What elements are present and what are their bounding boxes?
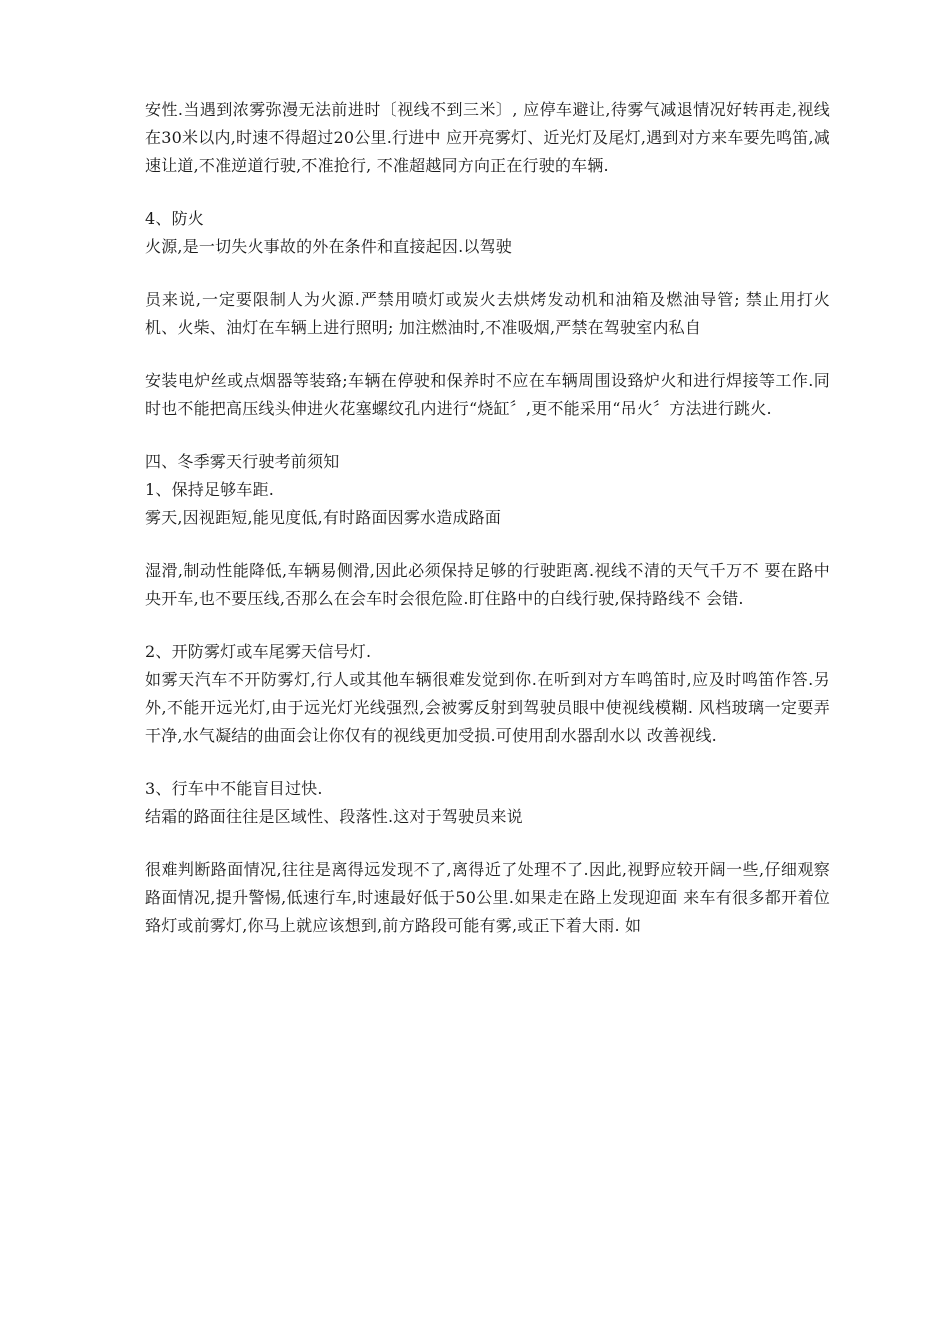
paragraph-fog-safety: 安性.当遇到浓雾弥漫无法前进时〔视线不到三米〕, 应停车避让,待雾气减退情况好转再走,视线在30米以内,时速不得超过20公里.行进中 应开亮雾灯、近光灯及尾灯,遇到对方来车要先鸣笛,减速让道,不准逆道行驶,不准抢行, 不准超越同方向正在行驶的车辆. bbox=[145, 100, 830, 175]
paragraph-driver-fire-rules: 员来说,一定要限制人为火源.严禁用喷灯或炭火去烘烤发动机和油箱及燃油导管; 禁止用打火机、火柴、油灯在车辆上进行照明; 加注燃油时,不准吸烟,严禁在驾驶室内私自 bbox=[145, 290, 830, 337]
paragraph-fire-source: 火源,是一切失火事故的外在条件和直接起因.以驾驶 bbox=[145, 237, 512, 256]
heading-keep-distance: 1、保持足够车距. bbox=[145, 480, 275, 499]
paragraph-heater-rules: 安装电炉丝或点烟器等装臵;车辆在停驶和保养时不应在车辆周围设臵炉火和进行焊接等工作.同时也不能把高压线头伸进火花塞螺纹孔内进行“烧缸〞,更不能采用“吊火〞方法进行跳火. bbox=[145, 371, 830, 418]
paragraph-fog-light-usage: 如雾天汽车不开防雾灯,行人或其他车辆很难发觉到你.在听到对方车鸣笛时,应及时鸣笛作答.另外,不能开远光灯,由于远光灯光线强烈,会被雾反射到驾驶员眼中使视线模糊. 风档玻璃一定要弄干净,水气凝结的曲面会让你仅有的视线更加受损.可使用刮水器刮水以 改善视线. bbox=[145, 670, 830, 745]
paragraph-frost-road: 结霜的路面往往是区域性、段落性.这对于驾驶员来说 bbox=[145, 807, 523, 826]
heading-no-speeding: 3、行车中不能盲目过快. bbox=[145, 779, 323, 798]
document-page bbox=[145, 96, 830, 940]
paragraph-fog-visibility: 雾天,因视距短,能见度低,有时路面因雾水造成路面 bbox=[145, 508, 502, 527]
paragraph-slippery-road: 湿滑,制动性能降低,车辆易侧滑,因此必须保持足够的行驶距离.视线不清的天气千万不 要在路中央开车,也不要压线,否那么在会车时会很危险.盯住路中的白线行驶,保持路线不 会错. bbox=[145, 561, 830, 608]
heading-fog-lights: 2、开防雾灯或车尾雾天信号灯. bbox=[145, 642, 372, 661]
heading-fire-prevention: 4、防火 bbox=[145, 209, 204, 228]
heading-winter-fog-driving: 四、冬季雾天行驶考前须知 bbox=[145, 452, 340, 471]
paragraph-road-judgement: 很难判断路面情况,往往是离得远发现不了,离得近了处理不了.因此,视野应较开阔一些,仔细观察路面情况,提升警惕,低速行车,时速最好低于50公里.如果走在路上发现迎面 来车有很多都开着位臵灯或前雾灯,你马上就应该想到,前方路段可能有雾,或正下着大雨. 如 bbox=[145, 860, 830, 935]
